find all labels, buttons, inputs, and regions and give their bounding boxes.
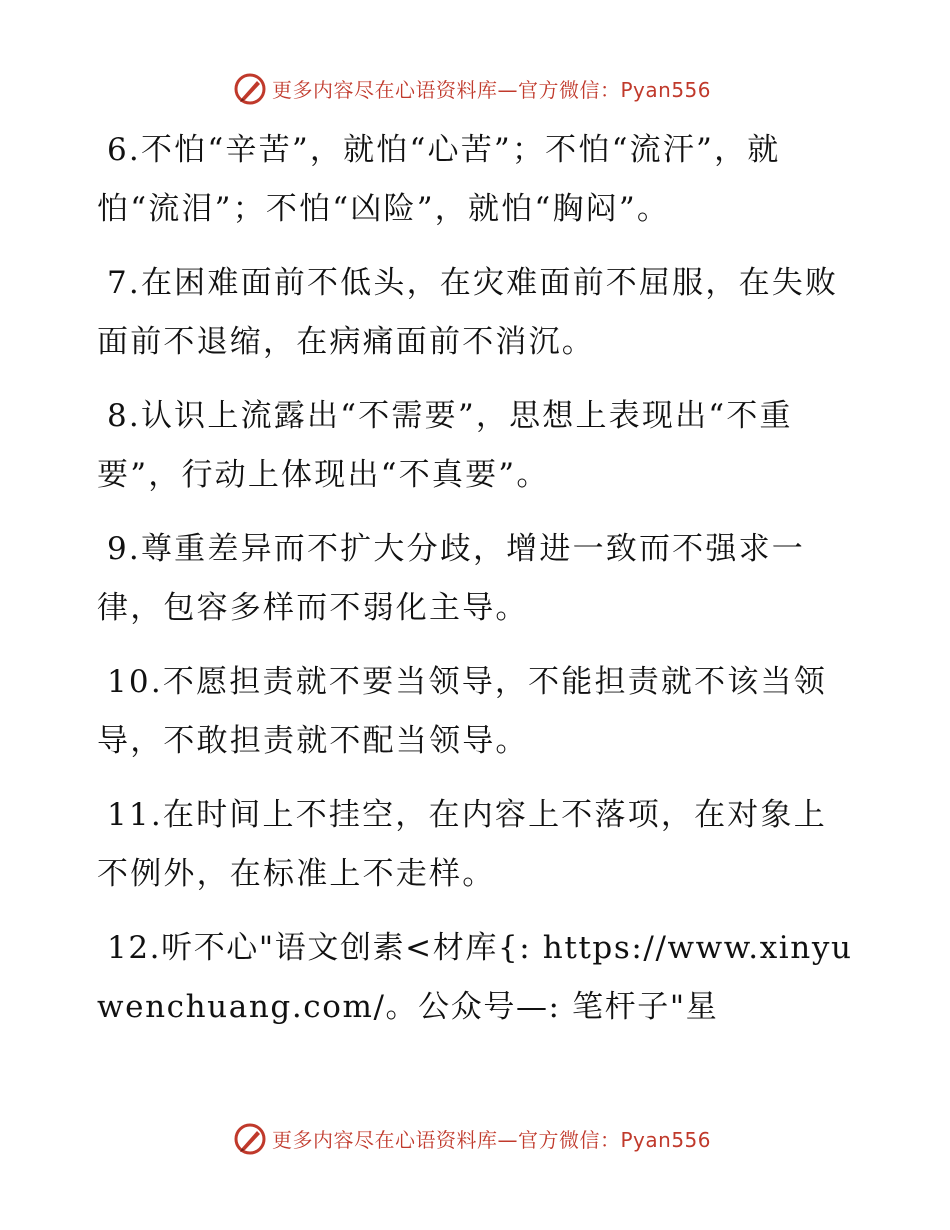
list-item: 11.在时间上不挂空，在内容上不落项，在对象上不例外，在标准上不走样。: [97, 797, 827, 892]
header-watermark-text: 更多内容尽在心语资料库—官方微信：Pyan556: [272, 78, 712, 102]
pen-logo-icon: [233, 1122, 267, 1156]
header-watermark: [0, 70, 950, 110]
list-item: 10.不愿担责就不要当领导，不能担责就不该当领导，不敢担责就不配当领导。: [97, 664, 827, 759]
list-item: 9.尊重差异而不扩大分歧，增进一致而不强求一律，包容多样而不弱化主导。: [97, 531, 805, 626]
footer-watermark: [0, 1120, 950, 1160]
footer-watermark-text: 更多内容尽在心语资料库—官方微信：Pyan556: [272, 1128, 712, 1152]
list-item: 8.认识上流露出“不需要”，思想上表现出“不重要”，行动上体现出“不真要”。: [97, 398, 793, 493]
document-body: [97, 121, 857, 1052]
list-item: 12.听不心"语文创素<材库{: https://www.xinyuwenchuang.com/。公众号—: 笔杆子"星: [97, 930, 853, 1025]
pen-logo-icon: [233, 72, 267, 106]
list-item: 7.在困难面前不低头，在灾难面前不屈服，在失败面前不退缩，在病痛面前不消沉。: [97, 265, 839, 360]
list-item: 6.不怕“辛苦”，就怕“心苦”；不怕“流汗”，就怕“流泪”；不怕“凶险”，就怕“胸闷”。: [97, 132, 781, 227]
